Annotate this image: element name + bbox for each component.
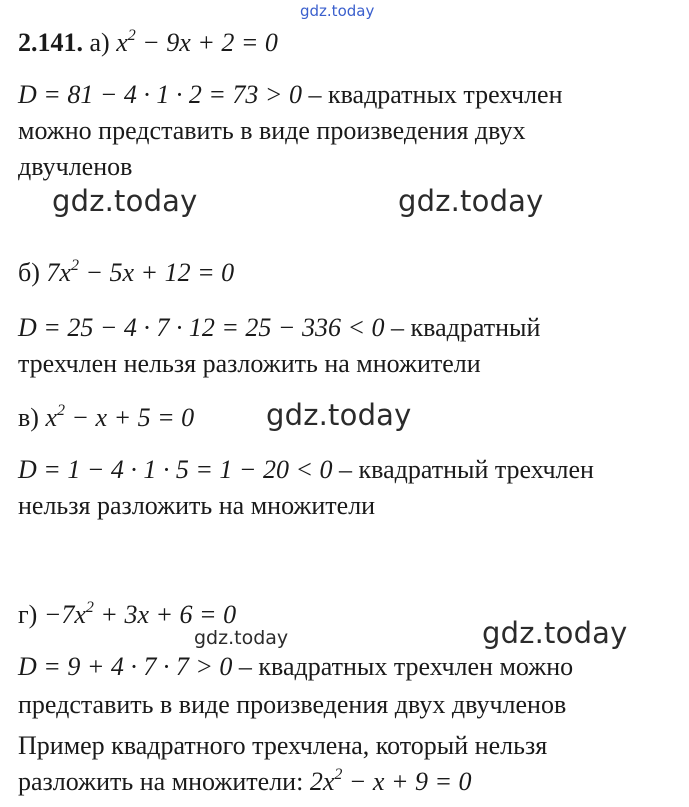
equation: $x^2 - 9x + 2 = 0$ [116,27,278,57]
text-line: можно представить в виде произведения двух [18,116,526,145]
problem-b-header [18,258,234,288]
text-line: трехчлен нельзя разложить на множители [18,349,481,378]
problem-a-discriminant [18,80,563,110]
example-line [18,767,472,797]
part-label: а) [89,28,110,57]
part-label: б) [18,258,40,287]
conclusion-text: – квадратный трехчлен [332,455,594,484]
equation: $7x^2 - 5x + 12 = 0$ [46,257,235,287]
watermark-top: gdz.today [300,2,375,20]
problem-d-header [18,600,236,630]
problem-b-discriminant [18,313,540,343]
discriminant-formula: D = 1 − 4 · 1 · 5 = 1 − 20 < 0 [18,455,333,484]
text-line: нельзя разложить на множители [18,491,376,520]
watermark: gdz.today [398,184,544,218]
example-equation: $2x^2 - x + 9 = 0$ [309,766,472,796]
text-line: двучленов [18,152,133,181]
watermark: gdz.today [266,398,412,432]
part-label: в) [18,403,39,432]
conclusion-text: – квадратных трехчлен [301,80,563,109]
text-line: представить в виде произведения двух двучленов [18,690,567,719]
problem-c-discriminant [18,455,594,485]
discriminant-formula: D = 25 − 4 · 7 · 12 = 25 − 336 < 0 [18,313,385,342]
part-label: г) [18,600,38,629]
example-text: разложить на множители: [18,767,310,796]
conclusion-text: – квадратных трехчлен можно [232,652,574,681]
problem-a-header [18,28,278,58]
discriminant-formula: D = 81 − 4 · 1 · 2 = 73 > 0 [18,80,302,109]
conclusion-text: – квадратный [384,313,541,342]
problem-number: 2.141. [18,28,83,57]
equation: $x^2 - x + 5 = 0$ [45,402,195,432]
example-text: Пример квадратного трехчлена, который нельзя [18,731,548,760]
watermark: gdz.today [194,627,289,649]
problem-d-discriminant [18,652,573,682]
problem-c-header [18,403,194,433]
watermark: gdz.today [52,184,198,218]
discriminant-formula: D = 9 + 4 · 7 · 7 > 0 [18,652,233,681]
watermark: gdz.today [482,616,628,650]
equation: $-7x^2 + 3x + 6 = 0$ [43,599,237,629]
